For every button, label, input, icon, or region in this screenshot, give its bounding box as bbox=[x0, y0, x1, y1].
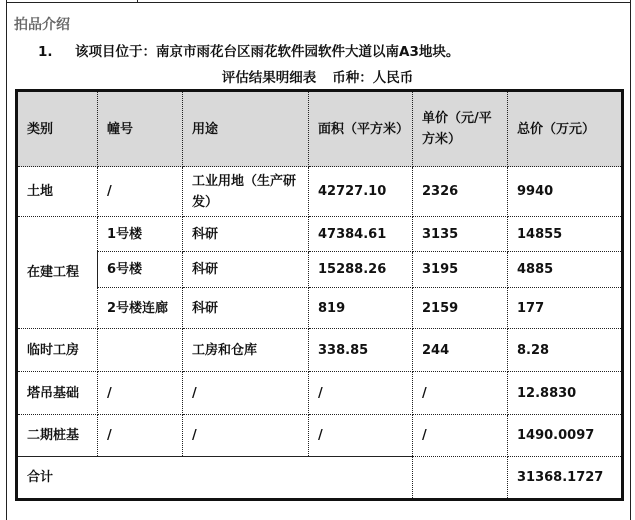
table-row bbox=[17, 217, 623, 252]
cell-building: / bbox=[98, 415, 183, 457]
cell-usage: / bbox=[183, 372, 309, 415]
cell-area: 47384.61 bbox=[309, 217, 413, 252]
table-row-total bbox=[17, 457, 623, 500]
table-row bbox=[17, 372, 623, 415]
cell-total: 31368.1727 bbox=[508, 457, 623, 500]
cell-unit-price: / bbox=[413, 372, 508, 415]
table-row bbox=[17, 415, 623, 457]
cell-usage: 科研 bbox=[183, 288, 309, 329]
cell-unit-price: 3135 bbox=[413, 217, 508, 252]
table-caption-title: 评估结果明细表 bbox=[221, 70, 317, 86]
cell-total: 12.8830 bbox=[508, 372, 623, 415]
cell-total: 9940 bbox=[508, 167, 623, 217]
cell-area: / bbox=[309, 372, 413, 415]
cell-building: 2号楼连廊 bbox=[98, 288, 183, 329]
cell-unit-price: 3195 bbox=[413, 252, 508, 288]
cell-category: 临时工房 bbox=[17, 329, 98, 372]
table-row bbox=[17, 288, 623, 329]
cell-total: 8.28 bbox=[508, 329, 623, 372]
cell-category: 合计 bbox=[17, 457, 413, 500]
cell-unit-price: 244 bbox=[413, 329, 508, 372]
cell-building: / bbox=[98, 167, 183, 217]
cell-unit-price: / bbox=[413, 415, 508, 457]
cell-usage: 工房和仓库 bbox=[183, 329, 309, 372]
cell-category: 二期桩基 bbox=[17, 415, 98, 457]
header-building: 幢号 bbox=[98, 91, 183, 167]
cell-area: 819 bbox=[309, 288, 413, 329]
cell-total: 177 bbox=[508, 288, 623, 329]
cell-building: 6号楼 bbox=[98, 252, 183, 288]
cell-usage: / bbox=[183, 415, 309, 457]
header-usage: 用途 bbox=[183, 91, 309, 167]
cell-building bbox=[98, 329, 183, 372]
header-total: 总价（万元） bbox=[508, 91, 623, 167]
table-row bbox=[17, 329, 623, 372]
cell-area: 338.85 bbox=[309, 329, 413, 372]
table-caption-currency: 币种：人民币 bbox=[332, 70, 414, 86]
table-row bbox=[17, 252, 623, 288]
item-number: 1. bbox=[38, 44, 53, 60]
cell-unit-price: 2159 bbox=[413, 288, 508, 329]
table-row bbox=[17, 167, 623, 217]
cell-category: 塔吊基础 bbox=[17, 372, 98, 415]
cell-total: 14855 bbox=[508, 217, 623, 252]
cell-usage: 工业用地（生产研发） bbox=[183, 167, 309, 217]
table-header-row bbox=[17, 91, 623, 167]
cell-total: 1490.0097 bbox=[508, 415, 623, 457]
cell-building: / bbox=[98, 372, 183, 415]
header-category: 类别 bbox=[17, 91, 98, 167]
cell-category: 土地 bbox=[17, 167, 98, 217]
cell-unit-price bbox=[413, 457, 508, 500]
cell-unit-price: 2326 bbox=[413, 167, 508, 217]
cell-area: / bbox=[309, 415, 413, 457]
evaluation-table bbox=[15, 89, 624, 501]
cell-category: 在建工程 bbox=[17, 217, 98, 329]
cell-total: 4885 bbox=[508, 252, 623, 288]
header-area: 面积（平方米） bbox=[309, 91, 413, 167]
cell-usage: 科研 bbox=[183, 217, 309, 252]
top-divider-stub bbox=[137, 0, 138, 3]
header-unit-price: 单价（元/平方米） bbox=[413, 91, 508, 167]
cell-area: 42727.10 bbox=[309, 167, 413, 217]
cell-area: 15288.26 bbox=[309, 252, 413, 288]
item-description bbox=[38, 40, 459, 60]
table-caption bbox=[0, 66, 635, 86]
cell-building: 1号楼 bbox=[98, 217, 183, 252]
item-text: 该项目位于：南京市雨花台区雨花软件园软件大道以南A3地块。 bbox=[75, 44, 460, 60]
cell-usage: 科研 bbox=[183, 252, 309, 288]
section-title: 拍品介绍 bbox=[14, 17, 70, 33]
top-rule bbox=[6, 2, 631, 3]
